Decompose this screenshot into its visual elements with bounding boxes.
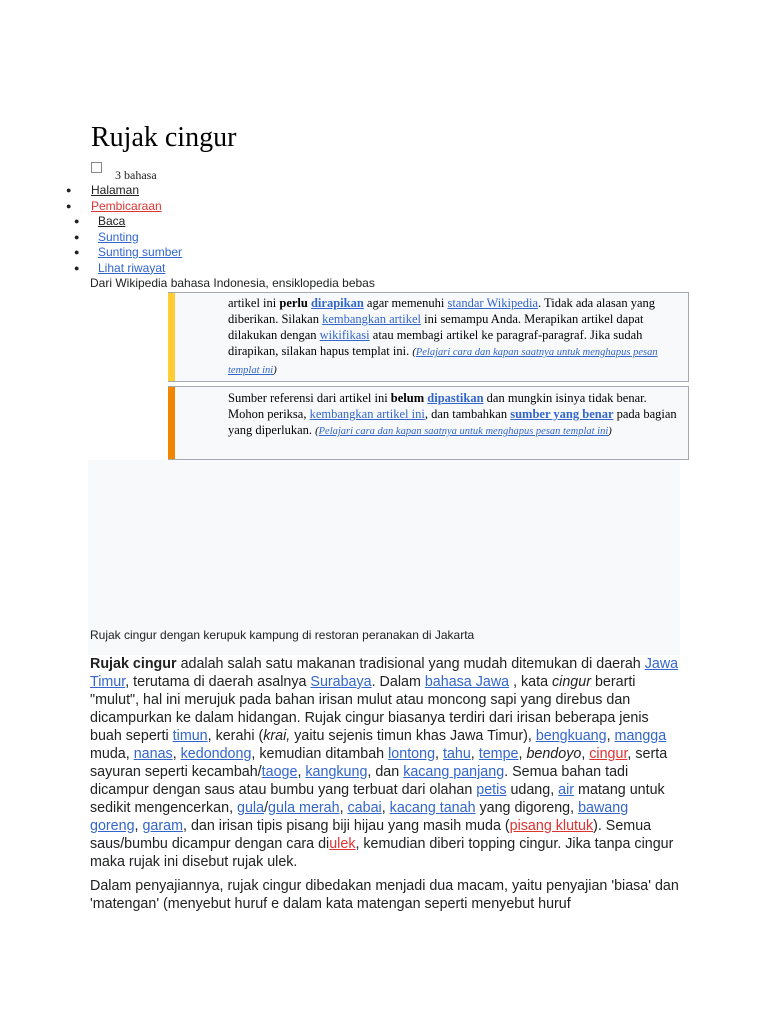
learn-remove-template-link[interactable]: Pelajari cara dan kapan saatnya untuk menghapus pesan templat ini [228, 347, 658, 376]
dipastikan-link[interactable]: dipastikan [427, 391, 484, 405]
kembangkan-artikel-ini-link[interactable]: kembangkan artikel ini [309, 407, 425, 421]
language-checkbox[interactable] [91, 162, 102, 173]
link-kedondong[interactable]: kedondong [180, 746, 252, 762]
tab-pembicaraan-link[interactable]: Pembicaraan [91, 198, 162, 213]
language-count[interactable]: 3 bahasa [115, 168, 157, 182]
tab-sunting[interactable]: ● Sunting [74, 229, 139, 244]
link-pisang-klutuk[interactable]: pisang klutuk [509, 818, 594, 834]
link-jawa-timur[interactable]: Jawa Timur [90, 656, 679, 690]
link-gula-merah[interactable]: gula merah [268, 800, 340, 816]
view-tabs [74, 214, 183, 276]
paragraph: Rujak cingur adalah salah satu makanan tradisional yang mudah ditemukan di daerah Jawa Timur, terutama di daerah asalnya Surabaya. Dalam bahasa Jawa , kata cingur berarti "mulut", hal ini merujuk pada bahan irisan mulut atau moncong sapi yang direbus dan dicampurkan ke dalam hidangan. Rujak cingur biasanya terdiri dari irisan beberapa jenis buah seperti timun, kerahi (krai, yaitu sejenis timun khas Jawa Timur), bengkuang, mangga muda, nanas, kedondong, kemudian ditambah lontong, tahu, tempe, bendoyo, cingur, serta sayuran seperti kecambah/taoge, kangkung, dan kacang panjang. Semua bahan tadi dicampur dengan saus atau bumbu yang terbuat dari olahan petis udang, air matang untuk sedikit mengencerkan, gula/gula merah, cabai, kacang tanah yang digoreng, bawang goreng, garam, dan irisan tipis pisang biji hijau yang masih muda (pisang klutuk). Semua saus/bumbu dicampur dengan cara diulek, kemudian diberi topping cingur. Jika tanpa cingur maka rujak ini disebut rujak ulek. [90, 656, 679, 870]
tab-sunting-sumber-link[interactable]: Sunting sumber [98, 245, 183, 259]
link-ulek[interactable]: ulek [329, 836, 356, 852]
link-tempe[interactable]: tempe [478, 746, 519, 762]
tab-sunting-link[interactable]: Sunting [98, 229, 139, 244]
link-kacang-panjang[interactable]: kacang panjang [403, 764, 505, 780]
tab-halaman[interactable]: ● Halaman [66, 183, 140, 197]
link-garam[interactable]: garam [142, 818, 184, 834]
kembangkan-artikel-link[interactable]: kembangkan artikel [322, 312, 421, 326]
link-petis[interactable]: petis [476, 782, 507, 798]
notice-text: Sumber referensi dari artikel ini belum dipastikan dan mungkin isinya tidak benar. Mohon periksa, kembangkan artikel ini, dan tambahkan sumber yang benar pada bagian yang diperlukan. (Pelajari cara dan kapan saatnya untuk menghapus pesan templat ini) [228, 391, 677, 437]
link-mangga[interactable]: mangga [614, 728, 667, 744]
cleanup-notice [168, 292, 689, 382]
learn-remove-template-link[interactable]: Pelajari cara dan kapan saatnya untuk menghapus pesan templat ini [318, 426, 609, 437]
link-tahu[interactable]: tahu [442, 746, 471, 762]
dirapikan-link[interactable]: dirapikan [310, 296, 364, 310]
namespace-tabs [66, 183, 162, 214]
tab-pembicaraan[interactable]: ● Pembicaraan [66, 198, 162, 213]
standar-wikipedia-link[interactable]: standar Wikipedia [447, 296, 539, 310]
tab-baca-link[interactable]: Baca [98, 214, 126, 228]
paragraph: Dalam penyajiannya, rujak cingur dibedakan menjadi dua macam, yaitu penyajian 'biasa' dan 'matengan' (menyebut huruf e dalam kata matengan seperti menyebut huruf [90, 878, 679, 912]
article-body [90, 655, 680, 919]
link-gula[interactable]: gula [237, 800, 265, 816]
image-caption: Rujak cingur dengan kerupuk kampung di restoran peranakan di Jakarta [90, 628, 475, 642]
tab-baca[interactable]: ● Baca [74, 214, 126, 228]
link-cingur[interactable]: cingur [589, 746, 628, 762]
link-kangkung[interactable]: kangkung [305, 764, 368, 780]
link-timun[interactable]: timun [172, 728, 208, 744]
link-kacang-tanah[interactable]: kacang tanah [389, 800, 476, 816]
link-air[interactable]: air [558, 782, 575, 798]
sumber-yang-benar-link[interactable]: sumber yang benar [510, 407, 614, 421]
tab-halaman-link[interactable]: Halaman [91, 183, 140, 197]
link-bahasa-jawa[interactable]: bahasa Jawa [424, 674, 510, 690]
link-bawang-goreng[interactable]: bawang goreng [90, 800, 629, 834]
tab-lihat-riwayat[interactable]: ● Lihat riwayat [74, 260, 166, 275]
notice-accent-bar [168, 293, 175, 381]
link-taoge[interactable]: taoge [261, 764, 298, 780]
infobox-image[interactable] [88, 460, 680, 655]
link-bengkuang[interactable]: bengkuang [535, 728, 607, 744]
link-lontong[interactable]: lontong [388, 746, 436, 762]
page-title: Rujak cingur [91, 122, 237, 153]
references-notice [168, 386, 689, 460]
link-nanas[interactable]: nanas [133, 746, 173, 762]
link-surabaya[interactable]: Surabaya [310, 674, 372, 690]
link-cabai[interactable]: cabai [347, 800, 382, 816]
tab-lihat-riwayat-link[interactable]: Lihat riwayat [98, 260, 166, 275]
tab-sunting-sumber[interactable]: ● Sunting sumber [74, 245, 183, 259]
notice-text: artikel ini perlu dirapikan agar memenuhi standar Wikipedia. Tidak ada alasan yang diberikan. Silakan kembangkan artikel ini semampu Anda. Merapikan artikel dapat dilakukan dengan wikifikasi atau membagi artikel ke paragraf-paragraf. Jika sudah dirapikan, silakan hapus templat ini. (Pelajari cara dan kapan saatnya untuk menghapus pesan templat ini) [228, 296, 658, 376]
site-subtitle: Dari Wikipedia bahasa Indonesia, ensiklopedia bebas [90, 276, 375, 290]
notice-accent-bar [168, 387, 175, 459]
wikifikasi-link[interactable]: wikifikasi [319, 328, 370, 342]
